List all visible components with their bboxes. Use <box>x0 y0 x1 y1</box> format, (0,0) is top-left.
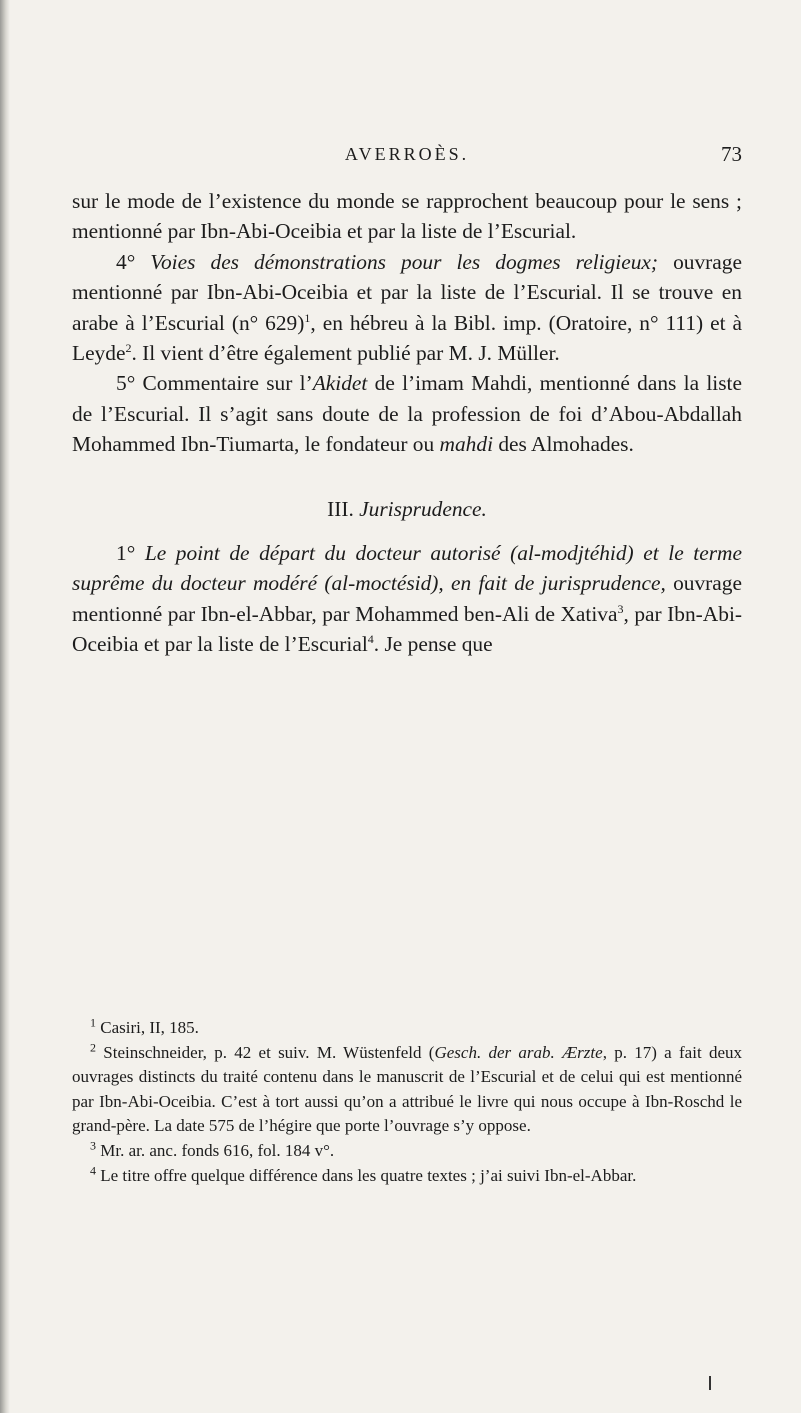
footnote-ref-2[interactable]: 2 <box>125 340 132 355</box>
work-title: Le point de départ du docteur autorisé (al-modjtéhid) et le terme suprême du docteur modéré (al-moctésid), en fait de jurisprudence, <box>72 541 742 596</box>
paragraph-text: ouvrage mentionné par Ibn-Abi-Oceibia et par la liste de l’Escurial. Il se trouve en arabe à l’Escurial (n° 629) <box>72 249 742 335</box>
footnote-mark: 1 <box>90 1015 96 1030</box>
work-title: Voies des démonstrations pour les dogmes religieux; <box>150 249 659 274</box>
section-title: Jurisprudence. <box>359 496 487 521</box>
section-number: III. <box>327 496 360 521</box>
italic-term: mahdi <box>439 432 494 457</box>
paragraph-text: sur le mode de l’existence du monde se rapprochent beaucoup pour le sens ; mentionné par Ibn-Abi-Oceibia et par la liste de l’Escurial. <box>72 189 742 244</box>
item-number: 1° <box>116 541 145 566</box>
paragraph-text: Commentaire sur l’ <box>142 371 313 396</box>
footnotes <box>72 1016 742 1188</box>
footnote-text: Le titre offre quelque différence dans les quatre textes ; j’ai suivi Ibn-el-Abbar. <box>96 1165 637 1185</box>
footnote-mark: 4 <box>90 1162 96 1177</box>
footnote-text: Casiri, II, 185. <box>96 1018 199 1037</box>
footnote-mark: 2 <box>90 1039 96 1054</box>
paragraph-text: . Il vient d’être également publié par M. J. Müller. <box>131 341 560 366</box>
paragraph-text: des Almohades. <box>493 432 634 457</box>
paragraph-text: . Je pense que <box>373 632 493 657</box>
running-title: AVERROÈS. <box>344 144 470 164</box>
paragraph-text: , par Ibn-Abi-Oceibia et par la liste de l’Escurial <box>72 601 743 657</box>
running-head <box>72 142 742 172</box>
footnote-ref-3[interactable]: 3 <box>617 601 624 616</box>
paragraph-continuation <box>72 186 742 247</box>
paragraph-text: de l’imam Mahdi, mentionné dans la liste de l’Escurial. Il s’agit sans doute de la profession de foi d’Abou-Abdallah Mohammed Ibn-Tiumarta, le fondateur ou <box>72 371 742 457</box>
paragraph-item-4 <box>72 247 742 369</box>
italic-term: Akidet <box>312 371 368 396</box>
footnote-2 <box>72 1041 742 1139</box>
footnote-4 <box>72 1164 742 1189</box>
footnote-ref-1[interactable]: 1 <box>304 310 311 325</box>
signature-mark <box>709 1376 711 1390</box>
page-number: 73 <box>721 142 742 166</box>
footnote-1 <box>72 1016 742 1041</box>
paragraph-text: , en hébreu à la Bibl. imp. (Oratoire, n° 111) et à Leyde <box>72 310 742 366</box>
footnote-mark: 3 <box>90 1138 96 1153</box>
footnote-text: Steinschneider, p. 42 et suiv. M. Wüstenfeld ( <box>96 1042 435 1062</box>
footnote-text: , p. 17) a fait deux ouvrages distincts du traité contenu dans le manuscrit de l’Escurial et de celui qui est mentionné par Ibn-Abi-Oceibia. C’est à tort aussi qu’on a attribué le livre qui nous occupe à Ibn-Roschd le grand-père. La date 575 de l’hégire que porte l’ouvrage s’y oppose. <box>72 1042 742 1136</box>
paragraph-text: ouvrage mentionné par Ibn-el-Abbar, par Mohammed ben-Ali de Xativa <box>72 571 742 626</box>
footnote-italic: Gesch. der arab. Ærzte <box>434 1042 603 1062</box>
paragraph-item-1 <box>72 538 742 660</box>
footnote-text: Mr. ar. anc. fonds 616, fol. 184 v°. <box>96 1140 335 1160</box>
item-number: 4° <box>116 249 151 274</box>
footnote-ref-4[interactable]: 4 <box>367 632 374 647</box>
paragraph-item-5 <box>72 368 742 459</box>
page-spine-shadow <box>0 0 10 1413</box>
item-number: 5° <box>116 371 143 396</box>
section-heading <box>72 494 742 524</box>
main-text <box>72 186 742 660</box>
footnote-3 <box>72 1139 742 1164</box>
